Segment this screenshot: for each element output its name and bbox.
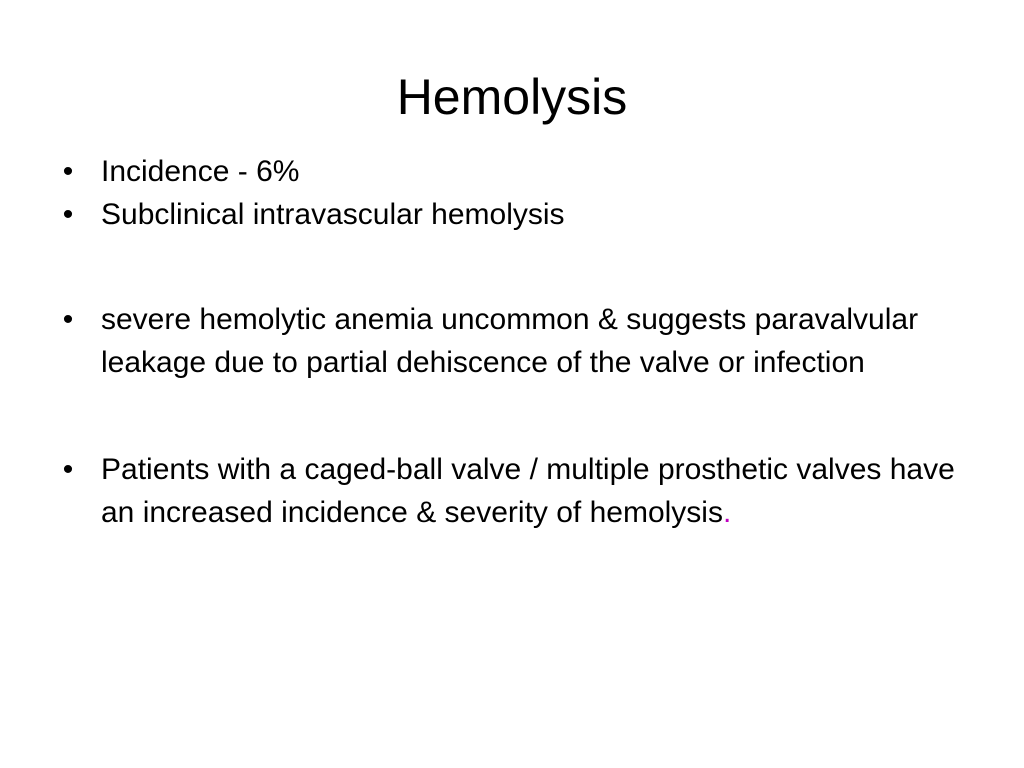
bullet-icon: • (62, 198, 74, 231)
bullet-item-caged-ball (58, 448, 978, 534)
bullet-list (58, 150, 978, 534)
slide-title: Hemolysis (396, 69, 628, 125)
bullet-icon: • (62, 155, 74, 188)
bullet-text: Incidence - 6% (101, 155, 300, 188)
bullet-item-incidence (58, 150, 978, 193)
bullet-text: Subclinical intravascular hemolysis (101, 198, 565, 231)
trailing-mark: . (722, 496, 732, 529)
bullet-text: Patients with a caged-ball valve / multiple prosthetic valves have an increased incidence & severity of hemolysis (101, 453, 955, 529)
bullet-text: severe hemolytic anemia uncommon & suggests paravalvular leakage due to partial dehiscence of the valve or infection (101, 303, 919, 379)
bullet-item-subclinical (58, 193, 978, 236)
bullet-item-severe-anemia (58, 298, 978, 384)
bullet-icon: • (62, 303, 74, 336)
bullet-icon: • (62, 453, 74, 486)
